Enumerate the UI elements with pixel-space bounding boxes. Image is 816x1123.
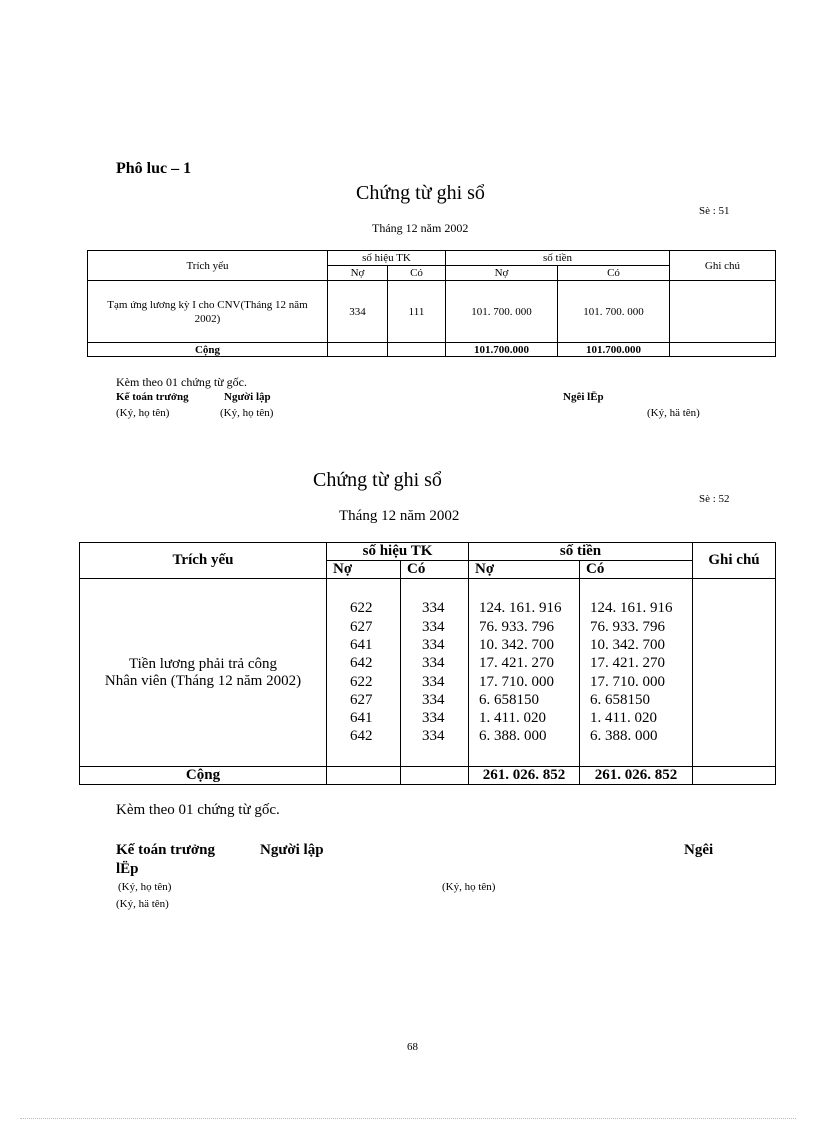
row-description	[80, 579, 327, 767]
total-empty-1	[328, 343, 388, 357]
voucher2-month: Tháng 12 năm 2002	[339, 508, 460, 524]
debit-acct: 627	[350, 618, 373, 635]
row-description-line2: Nhân viên (Tháng 12 năm 2002)	[104, 672, 302, 689]
voucher1-title: Chứng từ ghi sổ	[356, 182, 485, 204]
header-account-no: số hiệu TK	[327, 543, 469, 561]
header-summary: Trích yếu	[88, 251, 328, 281]
total-empty-1	[327, 767, 401, 785]
voucher2-attachment: Kèm theo 01 chứng từ gốc.	[116, 802, 280, 818]
header-debit-acct: Nợ	[328, 266, 388, 281]
row-debit-acct: 334	[328, 281, 388, 343]
voucher2-sign2: (Ký, họ tên)	[442, 881, 496, 893]
voucher1-table	[87, 250, 776, 357]
total-empty-3	[693, 767, 776, 785]
debit-acct: 622	[350, 673, 373, 690]
credit-acct: 334	[422, 710, 445, 727]
voucher2-sign3: (Ký, hä tên)	[116, 898, 169, 910]
row-description: Tạm ứng lương kỳ I cho CNV(Tháng 12 năm 2002)	[88, 281, 328, 343]
debit-acct: 641	[350, 636, 373, 653]
header-credit-amount: Có	[580, 561, 693, 579]
voucher2-number: Sè : 52	[699, 493, 730, 505]
voucher1-month: Tháng 12 năm 2002	[372, 221, 469, 235]
credit-amount: 124. 161. 916	[590, 600, 673, 617]
total-label: Cộng	[80, 767, 327, 785]
debit-amount: 17. 421. 270	[479, 655, 554, 672]
header-debit-amount: Nợ	[446, 266, 558, 281]
voucher2-chief-accountant: Kế toán trưởng	[116, 842, 215, 858]
voucher2-table	[79, 542, 776, 785]
voucher1-sign1: (Ký, họ tên)	[116, 407, 170, 419]
header-debit-amount: Nợ	[469, 561, 580, 579]
page-number: 68	[407, 1041, 418, 1053]
debit-amount: 17. 710. 000	[479, 673, 554, 690]
credit-acct: 334	[422, 728, 445, 745]
voucher2-sign1: (Ký, họ tên)	[118, 881, 172, 893]
voucher1-attachment: Kèm theo 01 chứng từ gốc.	[116, 375, 247, 389]
total-label: Cộng	[88, 343, 328, 357]
voucher2-title: Chứng từ ghi sổ	[313, 469, 442, 491]
voucher1-sign3: (Ký, hä tên)	[647, 407, 700, 419]
header-credit-amount: Có	[558, 266, 670, 281]
page-bottom-divider	[20, 1118, 796, 1119]
voucher2-recorder-part1: Ngêi	[684, 842, 714, 858]
credit-amount: 6. 388. 000	[590, 728, 658, 745]
credit-amount: 76. 933. 796	[590, 618, 665, 635]
header-note: Ghi chú	[670, 251, 776, 281]
voucher2-preparer: Người lập	[260, 842, 324, 858]
row-debit-amount: 101. 700. 000	[446, 281, 558, 343]
total-credit-amount: 101.700.000	[558, 343, 670, 357]
voucher1-sign2: (Ký, họ tên)	[220, 407, 274, 419]
header-amount: số tiền	[446, 251, 670, 266]
total-credit-amount: 261. 026. 852	[580, 767, 693, 785]
credit-amount: 17. 710. 000	[590, 673, 665, 690]
credit-acct-cell	[401, 579, 469, 767]
debit-amount: 76. 933. 796	[479, 618, 554, 635]
header-credit-acct: Có	[388, 266, 446, 281]
credit-amount-cell	[580, 579, 693, 767]
debit-amount: 10. 342. 700	[479, 636, 554, 653]
debit-amount: 6. 658150	[479, 691, 539, 708]
voucher2-recorder-part2: lËp	[116, 861, 139, 877]
header-amount: số tiền	[469, 543, 693, 561]
debit-acct: 627	[350, 691, 373, 708]
credit-amount: 6. 658150	[590, 691, 650, 708]
row-description-line1: Tiền lương phải trả công	[129, 655, 277, 672]
debit-amount: 6. 388. 000	[479, 728, 547, 745]
credit-amount: 10. 342. 700	[590, 636, 665, 653]
debit-acct: 642	[350, 728, 373, 745]
header-summary: Trích yếu	[80, 543, 327, 579]
credit-amount: 17. 421. 270	[590, 655, 665, 672]
total-empty-2	[401, 767, 469, 785]
voucher1-number: Sè : 51	[699, 205, 730, 217]
appendix-title: Phô luc – 1	[116, 160, 192, 177]
total-debit-amount: 101.700.000	[446, 343, 558, 357]
credit-acct: 334	[422, 655, 445, 672]
header-credit-acct: Có	[401, 561, 469, 579]
total-empty-3	[670, 343, 776, 357]
debit-amount-cell	[469, 579, 580, 767]
row-note	[670, 281, 776, 343]
credit-acct: 334	[422, 691, 445, 708]
credit-acct: 334	[422, 673, 445, 690]
debit-acct: 641	[350, 710, 373, 727]
debit-amount: 1. 411. 020	[479, 710, 546, 727]
voucher1-recorder: Ngêi lËp	[563, 391, 604, 403]
credit-acct: 334	[422, 636, 445, 653]
credit-acct: 334	[422, 600, 445, 617]
credit-amount: 1. 411. 020	[590, 710, 657, 727]
total-empty-2	[388, 343, 446, 357]
header-account-no: số hiệu TK	[328, 251, 446, 266]
header-note: Ghi chú	[693, 543, 776, 579]
total-debit-amount: 261. 026. 852	[469, 767, 580, 785]
voucher1-preparer: Người lập	[224, 391, 271, 403]
voucher1-chief-accountant: Kế toán trưởng	[116, 391, 189, 403]
header-debit-acct: Nợ	[327, 561, 401, 579]
credit-acct: 334	[422, 618, 445, 635]
debit-acct: 622	[350, 600, 373, 617]
debit-amount: 124. 161. 916	[479, 600, 562, 617]
row-credit-acct: 111	[388, 281, 446, 343]
row-credit-amount: 101. 700. 000	[558, 281, 670, 343]
debit-acct-cell	[327, 579, 401, 767]
row-note	[693, 579, 776, 767]
debit-acct: 642	[350, 655, 373, 672]
